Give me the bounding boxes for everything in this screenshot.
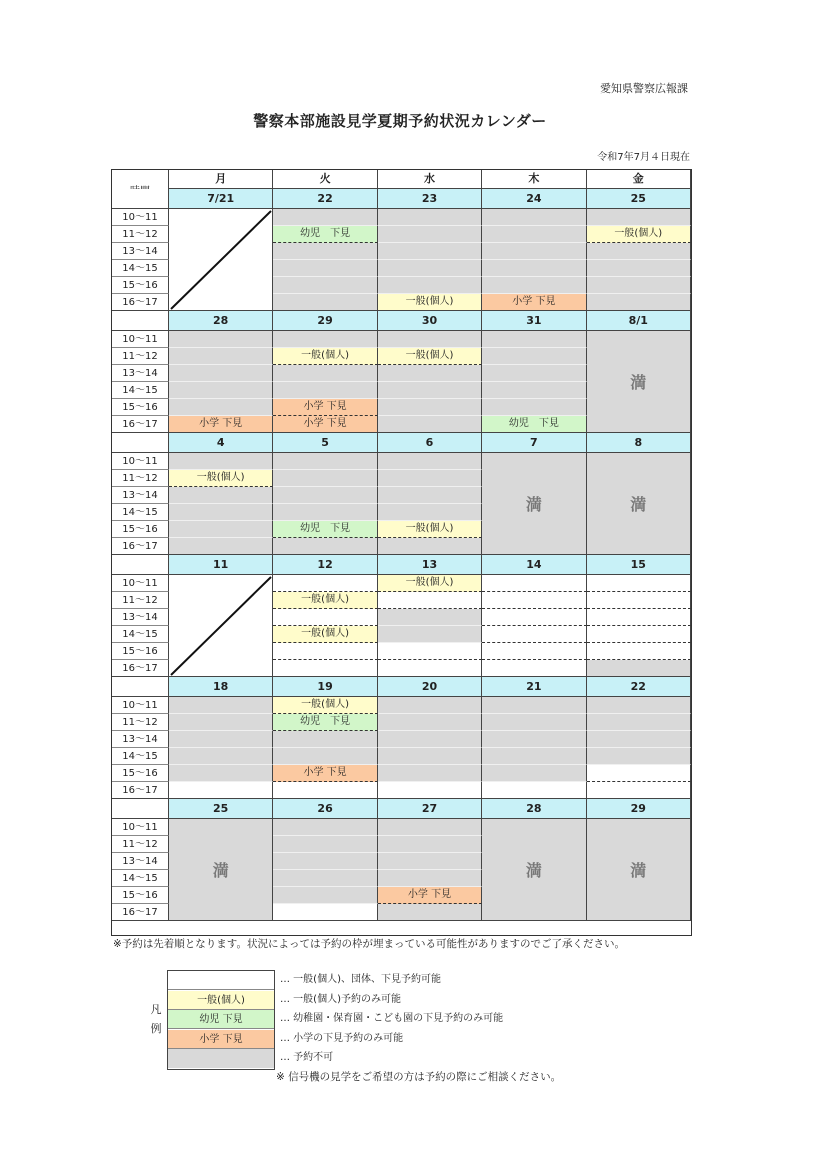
time-slot-cell	[587, 243, 691, 260]
time-slot-label: 14～15	[112, 260, 169, 277]
legend-swatch	[168, 971, 274, 990]
time-slot-cell	[587, 660, 691, 677]
time-slot-cell	[587, 277, 691, 294]
time-slot-label: 10～11	[112, 697, 169, 714]
time-slot-cell	[587, 294, 691, 311]
time-slot-cell	[587, 592, 691, 609]
time-slot-cell	[378, 209, 482, 226]
date-header: 25	[587, 189, 691, 209]
legend-swatch	[168, 1049, 274, 1068]
time-slot-cell	[273, 331, 377, 348]
legend-description: … 幼稚園・保育園・こども園の下見予約のみ可能	[280, 1013, 504, 1025]
fully-booked-day: 満	[169, 819, 273, 921]
week-header-blank	[112, 555, 169, 575]
time-slot-cell	[169, 765, 273, 782]
time-slot-cell	[273, 487, 377, 504]
time-slot-cell	[273, 260, 377, 277]
time-slot-cell: 小学 下見	[273, 399, 377, 416]
time-slot-cell	[587, 714, 691, 731]
date-header: 8/1	[587, 311, 691, 331]
time-slot-cell	[378, 453, 482, 470]
time-slot-label: 13～14	[112, 365, 169, 382]
time-slot-cell	[482, 626, 586, 643]
time-slot-cell	[378, 416, 482, 433]
time-slot-cell	[482, 592, 586, 609]
time-slot-cell: 一般(個人)	[378, 575, 482, 592]
as-of-date: 令和7年7月４日現在	[597, 152, 690, 163]
time-slot-label: 16～17	[112, 294, 169, 311]
time-slot-cell	[378, 260, 482, 277]
time-slot-cell	[482, 731, 586, 748]
time-slot-cell	[587, 626, 691, 643]
time-slot-label: 11～12	[112, 470, 169, 487]
date-header: 18	[169, 677, 273, 697]
time-slot-cell: 小学 下見	[273, 416, 377, 433]
date-header: 20	[378, 677, 482, 697]
time-slot-cell: 一般(個人)	[378, 294, 482, 311]
time-slot-cell	[273, 538, 377, 555]
legend	[167, 970, 275, 1070]
time-slot-cell	[378, 870, 482, 887]
time-slot-cell	[273, 748, 377, 765]
time-slot-cell	[587, 697, 691, 714]
time-slot-cell	[378, 277, 482, 294]
time-slot-cell	[273, 365, 377, 382]
time-slot-cell	[482, 348, 586, 365]
time-slot-label: 14～15	[112, 626, 169, 643]
date-header: 8	[587, 433, 691, 453]
time-slot-cell	[273, 731, 377, 748]
time-slot-cell	[169, 748, 273, 765]
time-slot-cell: 小学 下見	[482, 294, 586, 311]
legend-description: … 一般(個人)、団体、下見予約可能	[280, 974, 441, 985]
time-slot-cell	[273, 575, 377, 592]
time-slot-cell: 一般(個人)	[273, 626, 377, 643]
time-slot-cell	[273, 277, 377, 294]
time-slot-cell	[482, 277, 586, 294]
time-slot-cell	[273, 904, 377, 921]
date-header: 5	[273, 433, 377, 453]
time-slot-cell	[273, 782, 377, 799]
time-slot-label: 16～17	[112, 538, 169, 555]
time-slot-label: 11～12	[112, 714, 169, 731]
legend-swatch: 小学 下見	[168, 1030, 274, 1049]
time-slot-cell	[378, 853, 482, 870]
time-slot-cell	[273, 504, 377, 521]
date-header: 22	[273, 189, 377, 209]
time-slot-cell	[482, 575, 586, 592]
week-header-blank	[112, 189, 169, 209]
time-slot-cell	[482, 399, 586, 416]
time-slot-label: 14～15	[112, 748, 169, 765]
time-slot-cell	[482, 209, 586, 226]
date-header: 11	[169, 555, 273, 575]
time-slot-cell	[378, 226, 482, 243]
time-slot-cell	[273, 382, 377, 399]
time-slot-cell	[273, 470, 377, 487]
date-header: 7/21	[169, 189, 273, 209]
date-header: 26	[273, 799, 377, 819]
holiday-cell	[169, 575, 273, 677]
time-slot-cell	[482, 365, 586, 382]
page-title: 警察本部施設見学夏期予約状況カレンダー	[253, 112, 547, 130]
time-slot-cell	[482, 382, 586, 399]
time-slot-cell	[169, 521, 273, 538]
time-slot-cell	[482, 331, 586, 348]
week-header-blank	[112, 799, 169, 819]
time-slot-cell	[378, 660, 482, 677]
weekday-4: 木	[482, 170, 586, 189]
time-slot-cell	[273, 660, 377, 677]
time-slot-cell	[169, 348, 273, 365]
time-slot-cell: 一般(個人)	[273, 348, 377, 365]
time-slot-label: 11～12	[112, 348, 169, 365]
time-slot-cell	[169, 331, 273, 348]
time-slot-cell	[482, 226, 586, 243]
time-slot-label: 15～16	[112, 521, 169, 538]
time-slot-label: 16～17	[112, 904, 169, 921]
time-slot-label: 15～16	[112, 277, 169, 294]
time-slot-cell	[169, 487, 273, 504]
time-slot-cell	[378, 243, 482, 260]
time-slot-label: 13～14	[112, 609, 169, 626]
time-slot-label: 13～14	[112, 731, 169, 748]
diagonal-slash-icon	[169, 575, 273, 677]
time-slot-cell	[587, 748, 691, 765]
time-slot-label: 13～14	[112, 243, 169, 260]
legend-description: … 予約不可	[280, 1052, 334, 1064]
time-slot-label: 15～16	[112, 643, 169, 660]
time-slot-label: 15～16	[112, 765, 169, 782]
time-slot-cell	[169, 782, 273, 799]
time-slot-label: 14～15	[112, 382, 169, 399]
time-slot-cell	[587, 609, 691, 626]
time-slot-label: 11～12	[112, 226, 169, 243]
time-slot-cell	[482, 609, 586, 626]
date-header: 29	[587, 799, 691, 819]
time-slot-cell	[273, 209, 377, 226]
time-slot-cell	[169, 382, 273, 399]
time-slot-cell	[378, 487, 482, 504]
time-slot-cell	[169, 399, 273, 416]
time-slot-cell	[378, 643, 482, 660]
date-header: 15	[587, 555, 691, 575]
time-slot-cell	[482, 748, 586, 765]
week-header-blank	[112, 433, 169, 453]
fully-booked-day: 満	[587, 819, 691, 921]
date-header: 29	[273, 311, 377, 331]
time-slot-cell: 幼児 下見	[273, 714, 377, 731]
date-header: 14	[482, 555, 586, 575]
time-slot-cell	[378, 470, 482, 487]
time-slot-cell	[587, 260, 691, 277]
time-slot-cell	[482, 714, 586, 731]
weekday-3: 水	[378, 170, 482, 189]
time-slot-cell	[378, 365, 482, 382]
weekday-5: 金	[587, 170, 691, 189]
time-slot-cell: 一般(個人)	[273, 592, 377, 609]
date-header: 31	[482, 311, 586, 331]
time-slot-label: 10～11	[112, 819, 169, 836]
date-header: 6	[378, 433, 482, 453]
time-slot-cell	[482, 243, 586, 260]
time-slot-label: 16～17	[112, 782, 169, 799]
time-slot-cell	[378, 331, 482, 348]
time-slot-cell	[273, 870, 377, 887]
time-slot-cell	[587, 575, 691, 592]
time-slot-cell	[378, 836, 482, 853]
legend-description: … 一般(個人)予約のみ可能	[280, 993, 401, 1005]
time-slot-cell	[378, 765, 482, 782]
time-slot-cell	[273, 294, 377, 311]
fully-booked-day: 満	[587, 453, 691, 555]
footnote: ※予約は先着順となります。状況によっては予約の枠が埋まっている可能性がありますのでご了承ください。	[113, 938, 625, 950]
time-slot-cell	[587, 782, 691, 799]
date-header: 27	[378, 799, 482, 819]
time-slot-cell	[273, 819, 377, 836]
time-slot-label: 16～17	[112, 416, 169, 433]
time-slot-cell	[482, 660, 586, 677]
time-slot-cell	[378, 782, 482, 799]
time-slot-cell: 幼児 下見	[273, 226, 377, 243]
date-header: 22	[587, 677, 691, 697]
time-slot-cell	[482, 765, 586, 782]
time-slot-cell: 小学 下見	[378, 887, 482, 904]
time-slot-label: 11～12	[112, 836, 169, 853]
time-slot-cell: 小学 下見	[273, 765, 377, 782]
legend-swatch: 幼児 下見	[168, 1010, 274, 1029]
time-slot-cell	[378, 504, 482, 521]
time-slot-cell	[378, 382, 482, 399]
date-header: 12	[273, 555, 377, 575]
date-header: 24	[482, 189, 586, 209]
time-slot-cell	[169, 365, 273, 382]
time-slot-cell	[482, 643, 586, 660]
date-header: 28	[169, 311, 273, 331]
date-header: 25	[169, 799, 273, 819]
legend-title: 凡例	[150, 1003, 162, 1035]
fully-booked-day: 満	[482, 819, 586, 921]
time-slot-cell	[273, 887, 377, 904]
time-slot-cell	[169, 731, 273, 748]
date-header: 30	[378, 311, 482, 331]
time-slot-cell	[169, 504, 273, 521]
date-header: 21	[482, 677, 586, 697]
department-name: 愛知県警察広報課	[600, 82, 688, 95]
time-slot-label: 15～16	[112, 887, 169, 904]
time-slot-cell	[378, 592, 482, 609]
time-slot-cell: 一般(個人)	[273, 697, 377, 714]
footnote-signal: ※ 信号機の見学をご希望の方は予約の際にご相談ください。	[276, 1071, 562, 1083]
time-slot-label: 13～14	[112, 853, 169, 870]
time-slot-label: 11～12	[112, 592, 169, 609]
legend-swatch: 一般(個人)	[168, 991, 274, 1010]
week-header-blank	[112, 677, 169, 697]
time-slot-cell	[378, 904, 482, 921]
time-slot-cell	[482, 260, 586, 277]
time-slot-cell: 小学 下見	[169, 416, 273, 433]
time-slot-label: 10～11	[112, 331, 169, 348]
time-slot-label: 14～15	[112, 504, 169, 521]
time-slot-cell: 幼児 下見	[482, 416, 586, 433]
holiday-cell	[169, 209, 273, 311]
time-slot-label: 10～11	[112, 209, 169, 226]
time-slot-cell	[378, 731, 482, 748]
time-slot-cell	[378, 399, 482, 416]
time-slot-cell: 一般(個人)	[587, 226, 691, 243]
time-slot-cell	[169, 453, 273, 470]
time-slot-cell	[273, 853, 377, 870]
time-slot-label: 13～14	[112, 487, 169, 504]
time-slot-cell	[587, 643, 691, 660]
date-header: 19	[273, 677, 377, 697]
fully-booked-day: 満	[587, 331, 691, 433]
time-slot-cell	[169, 697, 273, 714]
time-slot-cell	[378, 538, 482, 555]
time-slot-cell	[273, 836, 377, 853]
time-slot-cell: 一般(個人)	[169, 470, 273, 487]
time-slot-label: 16～17	[112, 660, 169, 677]
date-header: 23	[378, 189, 482, 209]
time-slot-cell	[378, 819, 482, 836]
time-slot-cell	[378, 609, 482, 626]
time-slot-cell: 幼児 下見	[273, 521, 377, 538]
time-slot-cell: 一般(個人)	[378, 521, 482, 538]
date-header: 28	[482, 799, 586, 819]
time-slot-cell	[378, 697, 482, 714]
time-slot-cell	[378, 626, 482, 643]
time-slot-cell	[587, 765, 691, 782]
reservation-calendar	[111, 169, 692, 936]
time-slot-label: 15～16	[112, 399, 169, 416]
time-slot-cell	[273, 609, 377, 626]
time-slot-cell	[378, 714, 482, 731]
weekday-2: 火	[273, 170, 377, 189]
fully-booked-day: 満	[482, 453, 586, 555]
time-slot-label: 10～11	[112, 453, 169, 470]
time-slot-cell	[169, 538, 273, 555]
time-slot-label: 14～15	[112, 870, 169, 887]
time-slot-cell	[378, 748, 482, 765]
time-slot-cell: 一般(個人)	[378, 348, 482, 365]
date-header: 7	[482, 433, 586, 453]
time-slot-label: 10～11	[112, 575, 169, 592]
date-header: 13	[378, 555, 482, 575]
legend-description: … 小学の下見予約のみ可能	[280, 1032, 404, 1044]
time-slot-cell	[273, 453, 377, 470]
time-slot-cell	[482, 697, 586, 714]
time-slot-cell	[273, 243, 377, 260]
weekday-1: 月	[169, 170, 273, 189]
time-slot-cell	[169, 714, 273, 731]
week-header-blank	[112, 311, 169, 331]
diagonal-slash-icon	[169, 209, 273, 311]
date-header: 4	[169, 433, 273, 453]
time-slot-cell	[587, 209, 691, 226]
time-slot-cell	[482, 782, 586, 799]
time-slot-cell	[273, 643, 377, 660]
time-slot-cell	[587, 731, 691, 748]
